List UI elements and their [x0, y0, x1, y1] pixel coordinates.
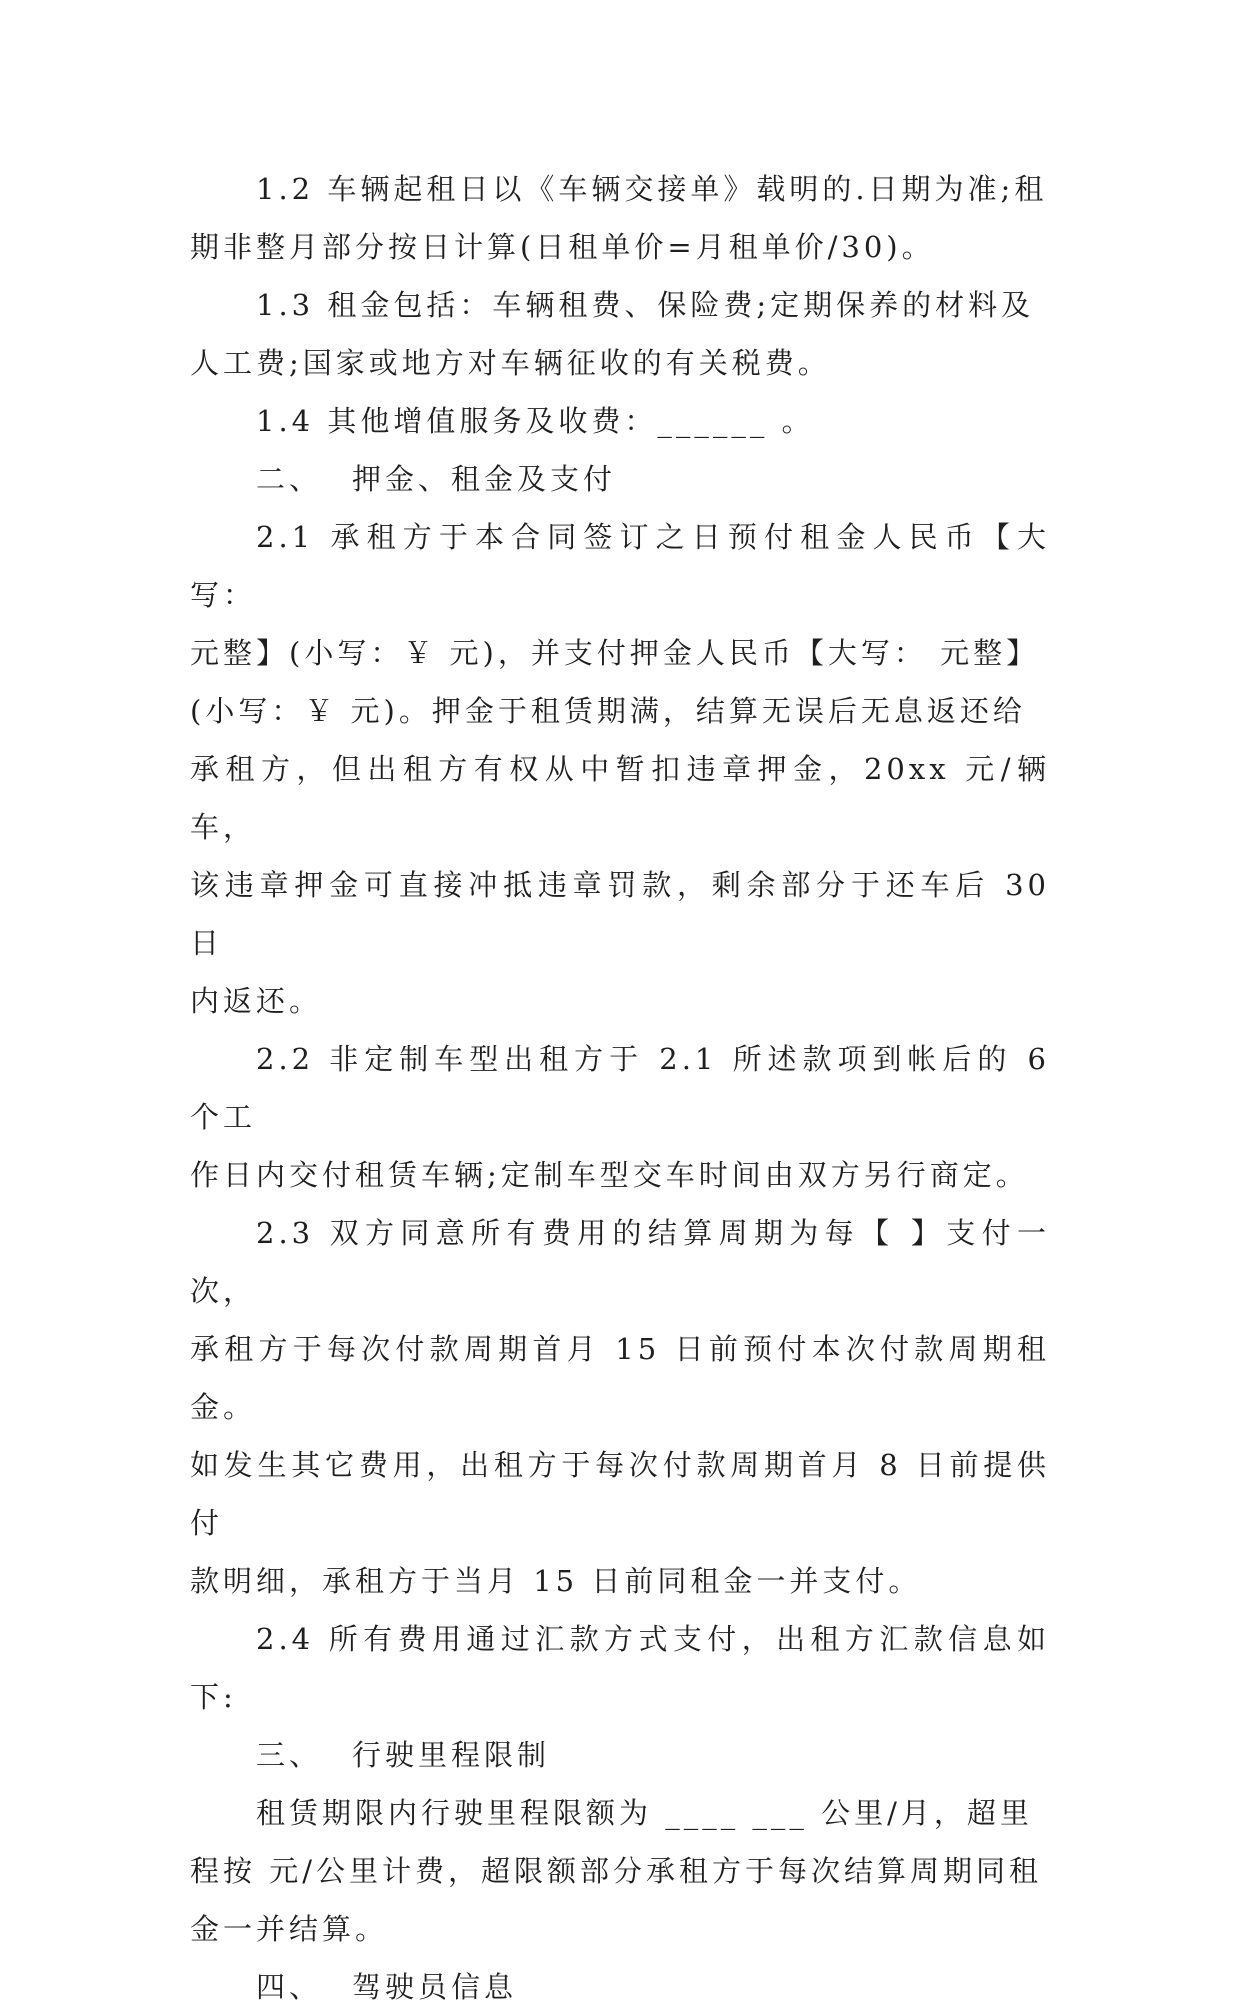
- paragraph-line: 款明细，承租方于当月 15 日前同租金一并支付。: [190, 1564, 922, 1598]
- paragraph-line: 1.4 其他增值服务及收费：______ 。: [256, 404, 815, 438]
- paragraph-line: 承租方于每次付款周期首月 15 日前预付本次付款周期租金。: [190, 1332, 1050, 1424]
- paragraph-line: 程按 元/公里计费，超限额部分承租方于每次结算周期同租: [190, 1854, 1042, 1888]
- paragraph-line: 租赁期限内行驶里程限额为 ____ ___ 公里/月，超里: [256, 1796, 1033, 1830]
- paragraph-line: 1.3 租金包括：车辆租费、保险费;定期保养的材料及: [256, 288, 1035, 322]
- paragraph-line: 人工费;国家或地方对车辆征收的有关税费。: [190, 346, 831, 380]
- paragraph-line: 承租方，但出租方有权从中暂扣违章押金，20xx 元/辆车，: [190, 752, 1050, 844]
- paragraph-line: 内返还。: [190, 984, 323, 1018]
- section-title: 行驶里程限制: [352, 1738, 551, 1772]
- paragraph: [190, 392, 1050, 450]
- section-number: 二、: [256, 462, 323, 496]
- paragraph-line: 2.2 非定制车型出租方于 2.1 所述款项到帐后的 6 个工: [190, 1042, 1050, 1134]
- paragraph: [190, 276, 1050, 392]
- paragraph-line: 期非整月部分按日计算(日租单价=月租单价/30)。: [190, 230, 935, 264]
- paragraph-line: 作日内交付租赁车辆;定制车型交车时间由双方另行商定。: [190, 1158, 1029, 1192]
- paragraph: [190, 160, 1050, 276]
- paragraph-line: 如发生其它费用，出租方于每次付款周期首月 8 日前提供付: [190, 1448, 1050, 1540]
- paragraph-line: 2.3 双方同意所有费用的结算周期为每【 】支付一次，: [190, 1216, 1050, 1308]
- paragraph: [190, 1204, 1050, 1610]
- paragraph-line: 元整】(小写：￥ 元)，并支付押金人民币【大写： 元整】: [190, 636, 1040, 670]
- section-title: 驾驶员信息: [352, 1970, 518, 2004]
- paragraph: [190, 1030, 1050, 1204]
- section-heading: [190, 1726, 1050, 1784]
- paragraph: [190, 1610, 1050, 1726]
- section-heading: [190, 450, 1050, 508]
- paragraph-line: 该违章押金可直接冲抵违章罚款，剩余部分于还车后 30 日: [190, 868, 1050, 960]
- paragraph: [190, 1784, 1050, 1958]
- paragraph-line: 2.1 承租方于本合同签订之日预付租金人民币【大写：: [190, 520, 1050, 612]
- section-number: 四、: [256, 1970, 323, 2004]
- paragraph: [190, 508, 1050, 1030]
- paragraph-line: 2.4 所有费用通过汇款方式支付，出租方汇款信息如下:: [190, 1622, 1050, 1714]
- section-number: 三、: [256, 1738, 323, 1772]
- section-title: 押金、租金及支付: [352, 462, 617, 496]
- document-body: [190, 160, 1050, 2016]
- paragraph-line: (小写：￥ 元)。押金于租赁期满，结算无误后无息返还给: [190, 694, 1026, 728]
- paragraph-line: 金一并结算。: [190, 1912, 389, 1946]
- paragraph-line: 1.2 车辆起租日以《车辆交接单》载明的.日期为准;租: [256, 172, 1048, 206]
- section-heading: [190, 1958, 1050, 2016]
